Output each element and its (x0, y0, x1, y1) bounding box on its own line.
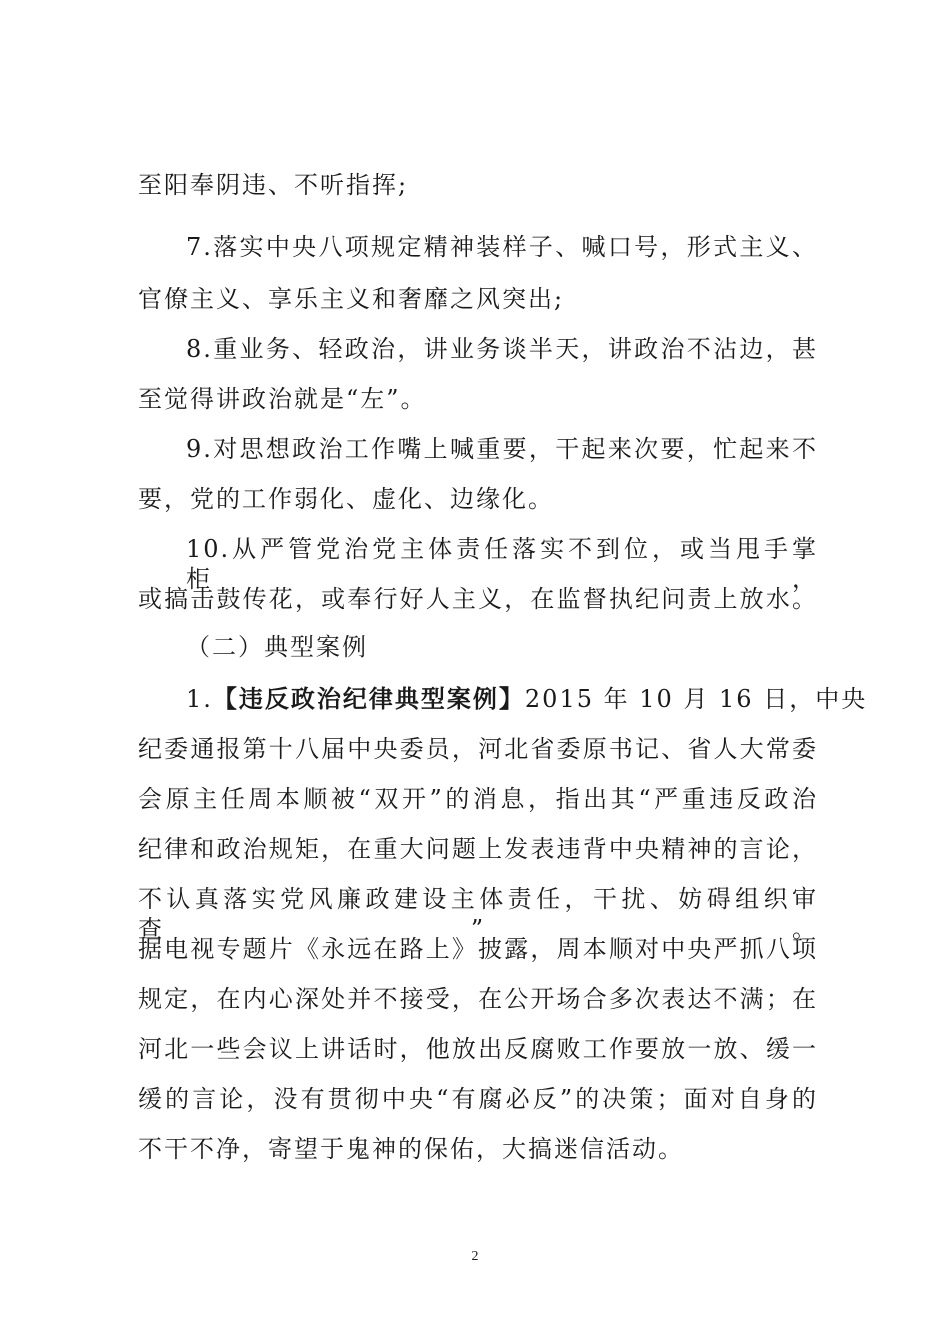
case-heading-line (186, 684, 868, 714)
text-line: 8.重业务、轻政治，讲业务谈半天，讲政治不沾边，甚 (186, 335, 818, 363)
text-line: 官僚主义、享乐主义和奢靡之风突出; (138, 285, 565, 313)
text-line: 要，党的工作弱化、虚化、边缘化。 (138, 485, 554, 513)
text-line: 规定，在内心深处并不接受，在公开场合多次表达不满；在 (138, 985, 818, 1013)
section-heading: （二）典型案例 (186, 633, 368, 661)
text-line: 不干不净，寄望于鬼神的保佑，大搞迷信活动。 (138, 1135, 684, 1163)
text-line: 纪委通报第十八届中央委员，河北省委原书记、省人大常委 (138, 735, 818, 763)
case-date: 2015 年 10 月 16 日，中央 (524, 685, 868, 713)
text-line: 河北一些会议上讲话时，他放出反腐败工作要放一放、缓一 (138, 1035, 818, 1063)
text-line: 纪律和政治规矩，在重大问题上发表违背中央精神的言论， (138, 835, 818, 863)
text-line: 据电视专题片《永远在路上》披露，周本顺对中央严抓八项 (138, 935, 818, 963)
text-line: 不认真落实党风廉政建设主体责任，干扰、妨碍组织审查”。 (138, 885, 818, 943)
text-line: 缓的言论，没有贯彻中央“有腐必反”的决策；面对自身的 (138, 1085, 818, 1113)
text-line: 会原主任周本顺被“双开”的消息，指出其“严重违反政治 (138, 785, 818, 813)
text-line: 10.从严管党治党主体责任落实不到位，或当甩手掌柜， (186, 535, 818, 593)
page-number: 2 (471, 1249, 479, 1264)
text-line: 9.对思想政治工作嘴上喊重要，干起来次要，忙起来不 (186, 435, 818, 463)
text-line: 或搞击鼓传花，或奉行好人主义，在监督执纪问责上放水。 (138, 585, 818, 613)
case-title: 【违反政治纪律典型案例】 (212, 684, 525, 713)
text-line: 7.落实中央八项规定精神装样子、喊口号，形式主义、 (186, 233, 818, 261)
case-number: 1. (186, 685, 213, 713)
text-line: 至阳奉阴违、不听指挥; (138, 171, 409, 199)
text-line: 至觉得讲政治就是“左”。 (138, 385, 427, 413)
